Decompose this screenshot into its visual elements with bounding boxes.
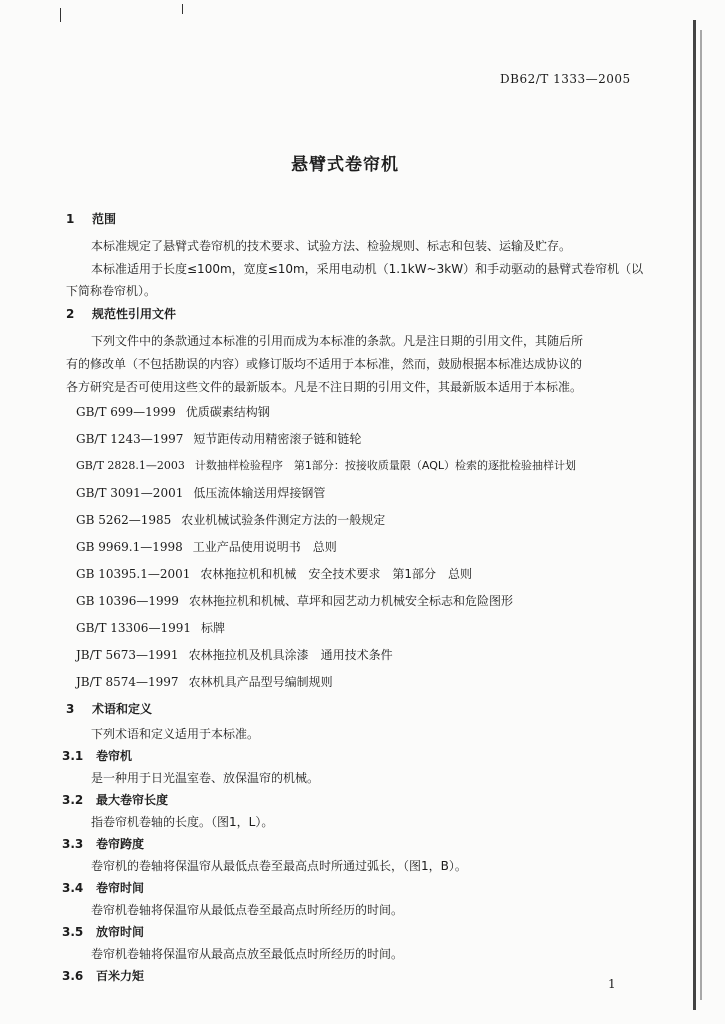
term-number: 3.4 (62, 881, 84, 895)
reference-title: 农林拖拉机和机械 安全技术要求 第1部分 总则 (200, 567, 473, 581)
paragraph: 下简称卷帘机）。 (66, 284, 157, 298)
reference-item (76, 511, 385, 528)
reference-title: 标牌 (200, 621, 225, 635)
term-heading (62, 923, 144, 940)
term-name: 卷帘机 (96, 749, 133, 763)
term-definition: 是一种用于日光温室卷、放保温帘的机械。 (91, 771, 320, 785)
term-definition: 指卷帘机卷轴的长度。（图1，L）。 (91, 815, 274, 829)
reference-item (76, 430, 361, 447)
section-3-heading (66, 700, 152, 717)
paragraph: 有的修改单（不包括勘误的内容）或修订版均不适用于本标准，然而，鼓励根据本标准达成协议的 (66, 357, 583, 371)
reference-code: GB/T 13306—1991 (76, 621, 191, 635)
term-heading (62, 967, 144, 984)
reference-title: 优质碳素结构钢 (185, 405, 270, 419)
term-heading (62, 747, 132, 764)
term-heading (62, 879, 144, 896)
scan-tick-mark (182, 4, 183, 14)
reference-title: 低压流体输送用焊接钢管 (193, 486, 326, 500)
term-heading (62, 835, 144, 852)
term-definition: 卷帘机的卷轴将保温帘从最低点卷至最高点时所通过弧长，（图1，B）。 (91, 859, 467, 873)
reference-title: 工业产品使用说明书 总则 (192, 540, 337, 554)
paragraph: 本标准规定了悬臂式卷帘机的技术要求、试验方法、检验规则、标志和包装、运输及贮存。 (91, 239, 572, 253)
section-title: 范围 (92, 212, 117, 226)
reference-item (76, 646, 393, 663)
reference-item (76, 592, 513, 609)
section-number: 2 (66, 307, 75, 321)
section-2-heading (66, 305, 176, 322)
term-definition: 卷帘机卷轴将保温帘从最高点放至最低点时所经历的时间。 (91, 947, 404, 961)
reference-code: JB/T 5673—1991 (76, 648, 179, 662)
term-name: 百米力矩 (96, 969, 145, 983)
reference-code: GB/T 1243—1997 (76, 432, 184, 446)
scan-tick-mark (60, 8, 61, 22)
term-number: 3.6 (62, 969, 84, 983)
term-name: 最大卷帘长度 (96, 793, 169, 807)
paragraph: 各方研究是否可使用这些文件的最新版本。凡是不注日期的引用文件，其最新版本适用于本标准。 (66, 380, 583, 394)
scan-edge-line (693, 20, 696, 1010)
term-name: 卷帘跨度 (96, 837, 145, 851)
reference-item (76, 619, 225, 636)
reference-code: GB 10396—1999 (76, 594, 179, 608)
reference-code: GB 9969.1—1998 (76, 540, 183, 554)
paragraph: 下列文件中的条款通过本标准的引用而成为本标准的条款。凡是注日期的引用文件，其随后所 (91, 334, 584, 348)
reference-title: 农林拖拉机和机械、草坪和园艺动力机械安全标志和危险图形 (188, 594, 513, 608)
term-heading (62, 791, 168, 808)
paragraph: 下列术语和定义适用于本标准。 (91, 727, 260, 741)
reference-code: JB/T 8574—1997 (76, 675, 179, 689)
reference-title: 农林拖拉机及机具涂漆 通用技术条件 (188, 648, 393, 662)
reference-code: GB/T 3091—2001 (76, 486, 184, 500)
reference-item (76, 457, 576, 473)
reference-title: 短节距传动用精密滚子链和链轮 (193, 432, 362, 446)
term-name: 放帘时间 (96, 925, 145, 939)
section-1-heading (66, 210, 116, 227)
page-number: 1 (608, 977, 616, 991)
term-number: 3.1 (62, 749, 84, 763)
scan-edge-line-secondary (700, 30, 702, 1000)
reference-item (76, 403, 270, 420)
reference-code: GB/T 2828.1—2003 (76, 459, 185, 472)
standard-code: DB62/T 1333—2005 (500, 72, 631, 86)
term-number: 3.3 (62, 837, 84, 851)
reference-item (76, 538, 337, 555)
section-number: 3 (66, 702, 75, 716)
term-number: 3.2 (62, 793, 84, 807)
section-number: 1 (66, 212, 75, 226)
section-title: 规范性引用文件 (92, 307, 177, 321)
reference-code: GB/T 699—1999 (76, 405, 176, 419)
reference-title: 计数抽样检验程序 第1部分：按接收质量限（AQL）检索的逐批检验抽样计划 (194, 459, 577, 472)
term-number: 3.5 (62, 925, 84, 939)
paragraph: 本标准适用于长度≤100m，宽度≤10m，采用电动机（1.1kW~3kW）和手动驱动的悬臂式卷帘机（以 (91, 262, 644, 276)
document-title: 悬臂式卷帘机 (291, 155, 399, 175)
reference-title: 农林机具产品型号编制规则 (188, 675, 333, 689)
reference-item (76, 484, 325, 501)
term-definition: 卷帘机卷轴将保温帘从最低点卷至最高点时所经历的时间。 (91, 903, 404, 917)
reference-code: GB 10395.1—2001 (76, 567, 191, 581)
term-name: 卷帘时间 (96, 881, 145, 895)
reference-code: GB 5262—1985 (76, 513, 172, 527)
reference-item (76, 673, 333, 690)
section-title: 术语和定义 (92, 702, 153, 716)
reference-title: 农业机械试验条件测定方法的一般规定 (181, 513, 386, 527)
reference-item (76, 565, 472, 582)
